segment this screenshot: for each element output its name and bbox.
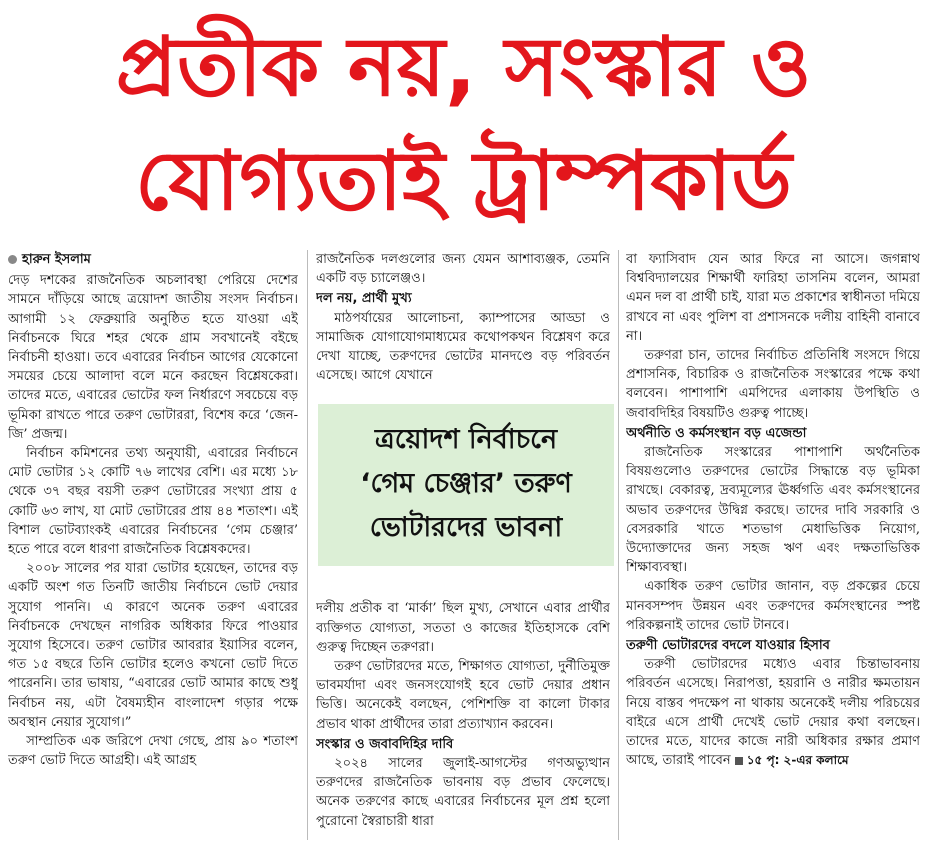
subheading: সংস্কার ও জবাবদিহির দাবি [316, 736, 454, 752]
square-bullet-icon [735, 757, 743, 765]
paragraph: একাধিক তরুণ ভোটার জানান, বড় প্রকল্পের চেয়ে মানবসম্পদ উন্নয়ন এবং তরুণদের কর্মসংস্থানের স্পষ্ট পরিকল্পনাই তাদের ভোট টানবে। [626, 579, 920, 633]
subheading: তরুণী ভোটারদের বদলে যাওয়ার হিসাব [626, 638, 830, 654]
paragraph: নির্বাচন কমিশনের তথ্য অনুযায়ী, এবারের নির্বাচনে মোট ভোটার ১২ কোটি ৭৬ লাখের বেশি। এর মধ্যে ১৮ থেকে ৩৭ বছর বয়সী তরুণ ভোটারের সংখ্যা প্রায় ৫ কোটি ৬৩ লাখ, যা মোট ভোটারের প্রায় ৪৪ শতাংশ। এই বিশাল ভোটব্যাংকই এবারের নির্বাচনের ‘গেম চেঞ্জার’ হতে পারে বলে ধারণা রাজনৈতিক বিশ্লেষকদের। [8, 446, 298, 558]
article-column-3 [626, 250, 920, 848]
paragraph [626, 655, 920, 770]
paragraph: রাজনৈতিক দলগুলোর জন্য যেমন আশাব্যঞ্জক, তেমনি একটি বড় চ্যালেঞ্জও। [316, 252, 610, 287]
byline [8, 250, 298, 269]
pull-quote-line: ‘গেম চেঞ্জার’ তরুণ [360, 468, 572, 499]
column-divider [307, 250, 308, 840]
subheading: দল নয়, প্রার্থী মুখ্য [316, 291, 412, 307]
headline-line-2: যোগ্যতাই ট্রাম্পকার্ড [135, 134, 792, 229]
paragraph: তরুণ ভোটারদের মতে, শিক্ষাগত যোগ্যতা, দুর্নীতিমুক্ত ভাবমর্যাদা এবং জনসংযোগই হবে ভোট দেয়ার প্রধান ভিত্তি। অনেকেই বলছেন, পেশিশক্তি বা কালো টাকার প্রভাব থাকা প্রার্থীদের তারা প্রত্যাখ্যান করবেন। [316, 659, 610, 732]
pull-quote-line: ত্রয়োদশ নির্বাচনে [374, 424, 558, 455]
author-name: হারুন ইসলাম [22, 252, 91, 267]
paragraph-text: তরুণী ভোটারদের মধ্যেও এবার চিন্তাভাবনায় পরিবর্তন এসেছে। নিরাপত্তা, হয়রানি ও নারীর ক্ষমতায়ন নিয়ে বাস্তব পদক্ষেপ না থাকায় অনেকেই দলীয় পরিচয়ের বাইরে এসে প্রার্থী দেখেই ভোট দেয়ার কথা বলছেন। তাদের মতে, যাদের কাজে নারী অধিকার রক্ষার প্রমাণ আছে, তারাই পাবেন [626, 657, 920, 769]
article-column-1 [8, 250, 298, 848]
paragraph: দলীয় প্রতীক বা ‘মার্কা’ ছিল মুখ্য, সেখানে এবার প্রার্থীর ব্যক্তিগত যোগ্যতা, সততা ও কাজের ইতিহাসকে বেশি গুরুত্ব দিচ্ছেন তরুণরা। [316, 601, 610, 655]
paragraph: বা ফ্যাসিবাদ যেন আর ফিরে না আসে। জগন্নাথ বিশ্ববিদ্যালয়ের শিক্ষার্থী ফারিহা তাসনিম বলেন, আমরা এমন দল বা প্রার্থী চাই, যারা মত প্রকাশের স্বাধীনতা দমিয়ে রাখবে না এবং পুলিশ বা প্রশাসনকে দলীয় বাহিনী বানাবে না। [626, 252, 920, 344]
pull-quote-box [318, 404, 614, 566]
pull-quote-line: ভোটারদের ভাবনা [369, 512, 563, 543]
bullet-icon [8, 255, 17, 264]
paragraph: তরুণরা চান, তাদের নির্বাচিত প্রতিনিধি সংসদে গিয়ে প্রশাসনিক, বিচারিক ও রাজনৈতিক সংস্কারের পক্ষে কথা বলবেন। পাশাপাশি এমপিদের এলাকায় উপস্থিতি ও জবাবদিহির বিষয়টিও গুরুত্ব পাচ্ছে। [626, 348, 920, 421]
column-divider [618, 250, 619, 840]
paragraph: রাজনৈতিক সংস্কারের পাশাপাশি অর্থনৈতিক বিষয়গুলোও তরুণদের ভোটের সিদ্ধান্তে বড় ভূমিকা রাখছে। বেকারত্ব, দ্রব্যমূল্যের ঊর্ধ্বগতি এবং কর্মসংস্থানের অভাব তরুণদের উদ্বিগ্ন করছে। তাদের দাবি সরকারি ও বেসরকারি খাতে শতভাগ মেধাভিত্তিক নিয়োগ, উদ্যোক্তাদের জন্য সহজ ঋণ এবং দক্ষতাভিত্তিক শিক্ষাব্যবস্থা। [626, 445, 920, 576]
paragraph: ২০২৪ সালের জুলাই-আগস্টের গণঅভ্যুত্থান তরুণদের রাজনৈতিক ভাবনায় বড় প্রভাব ফেলেছে। অনেক তরুণের কাছে এবারের নির্বাচনের মূল প্রশ্ন হলো পুরোনো স্বৈরাচারী ধারা [316, 756, 610, 829]
paragraph: দেড় দশকের রাজনৈতিক অচলাবস্থা পেরিয়ে দেশের সামনে দাঁড়িয়ে আছে ত্রয়োদশ জাতীয় সংসদ নির্বাচন। আগামী ১২ ফেব্রুয়ারি অনুষ্ঠিত হতে যাওয়া এই নির্বাচনকে ঘিরে শহর থেকে গ্রাম সবখানেই বইছে নির্বাচনী হাওয়া। তবে এবারের নির্বাচন আগের যেকোনো সময়ের চেয়ে আলাদা বলে মনে করছেন বিশ্লেষকেরা। তাদের মতে, এবারের ভোটের ফল নির্ধারণে সবচেয়ে বড় ভূমিকা রাখতে পারে তরুণ ভোটাররা, বিশেষ করে ‘জেন-জি’ প্রজন্ম। [8, 273, 298, 442]
headline-line-1: প্রতীক নয়, সংস্কার ও [115, 20, 812, 115]
paragraph: সাম্প্রতিক এক জরিপে দেখা গেছে, প্রায় ৯০ শতাংশ তরুণ ভোট দিতে আগ্রহী। এই আগ্রহ [8, 734, 298, 769]
subheading: অর্থনীতি ও কর্মসংস্থান বড় এজেন্ডা [626, 425, 807, 441]
paragraph: মাঠপর্যায়ের আলোচনা, ক্যাম্পাসের আড্ডা ও সামাজিক যোগাযোগমাধ্যমের কথোপকথন বিশ্লেষণ করে দেখা যাচ্ছে, তরুণদের ভোটের মানদণ্ডে বড় পরিবর্তন এসেছে। আগে যেখানে [316, 310, 610, 384]
continuation-note: ১৫ পৃ: ২-এর কলামে [746, 753, 849, 768]
paragraph: ২০০৮ সালের পর যারা ভোটার হয়েছেন, তাদের বড় একটি অংশ গত তিনটি জাতীয় নির্বাচনে ভোট দেয়ার সুযোগ পাননি। এ কারণে অনেক তরুণ এবারের নির্বাচনকে দেখছেন নাগরিক অধিকার ফিরে পাওয়ার সুযোগ হিসেবে। তরুণ ভোটার আবরার ইয়াসির বলেন, গত ১৫ বছরে তিনি ভোটার হলেও কখনো ভোট দিতে পারেননি। তার ভাষায়, “এবারের ভোট আমার কাছে শুধু নির্বাচন নয়, এটা বৈষম্যহীন বাংলাদেশ গড়ার পক্ষে অবস্থান নেয়ার সুযোগ।” [8, 561, 298, 730]
